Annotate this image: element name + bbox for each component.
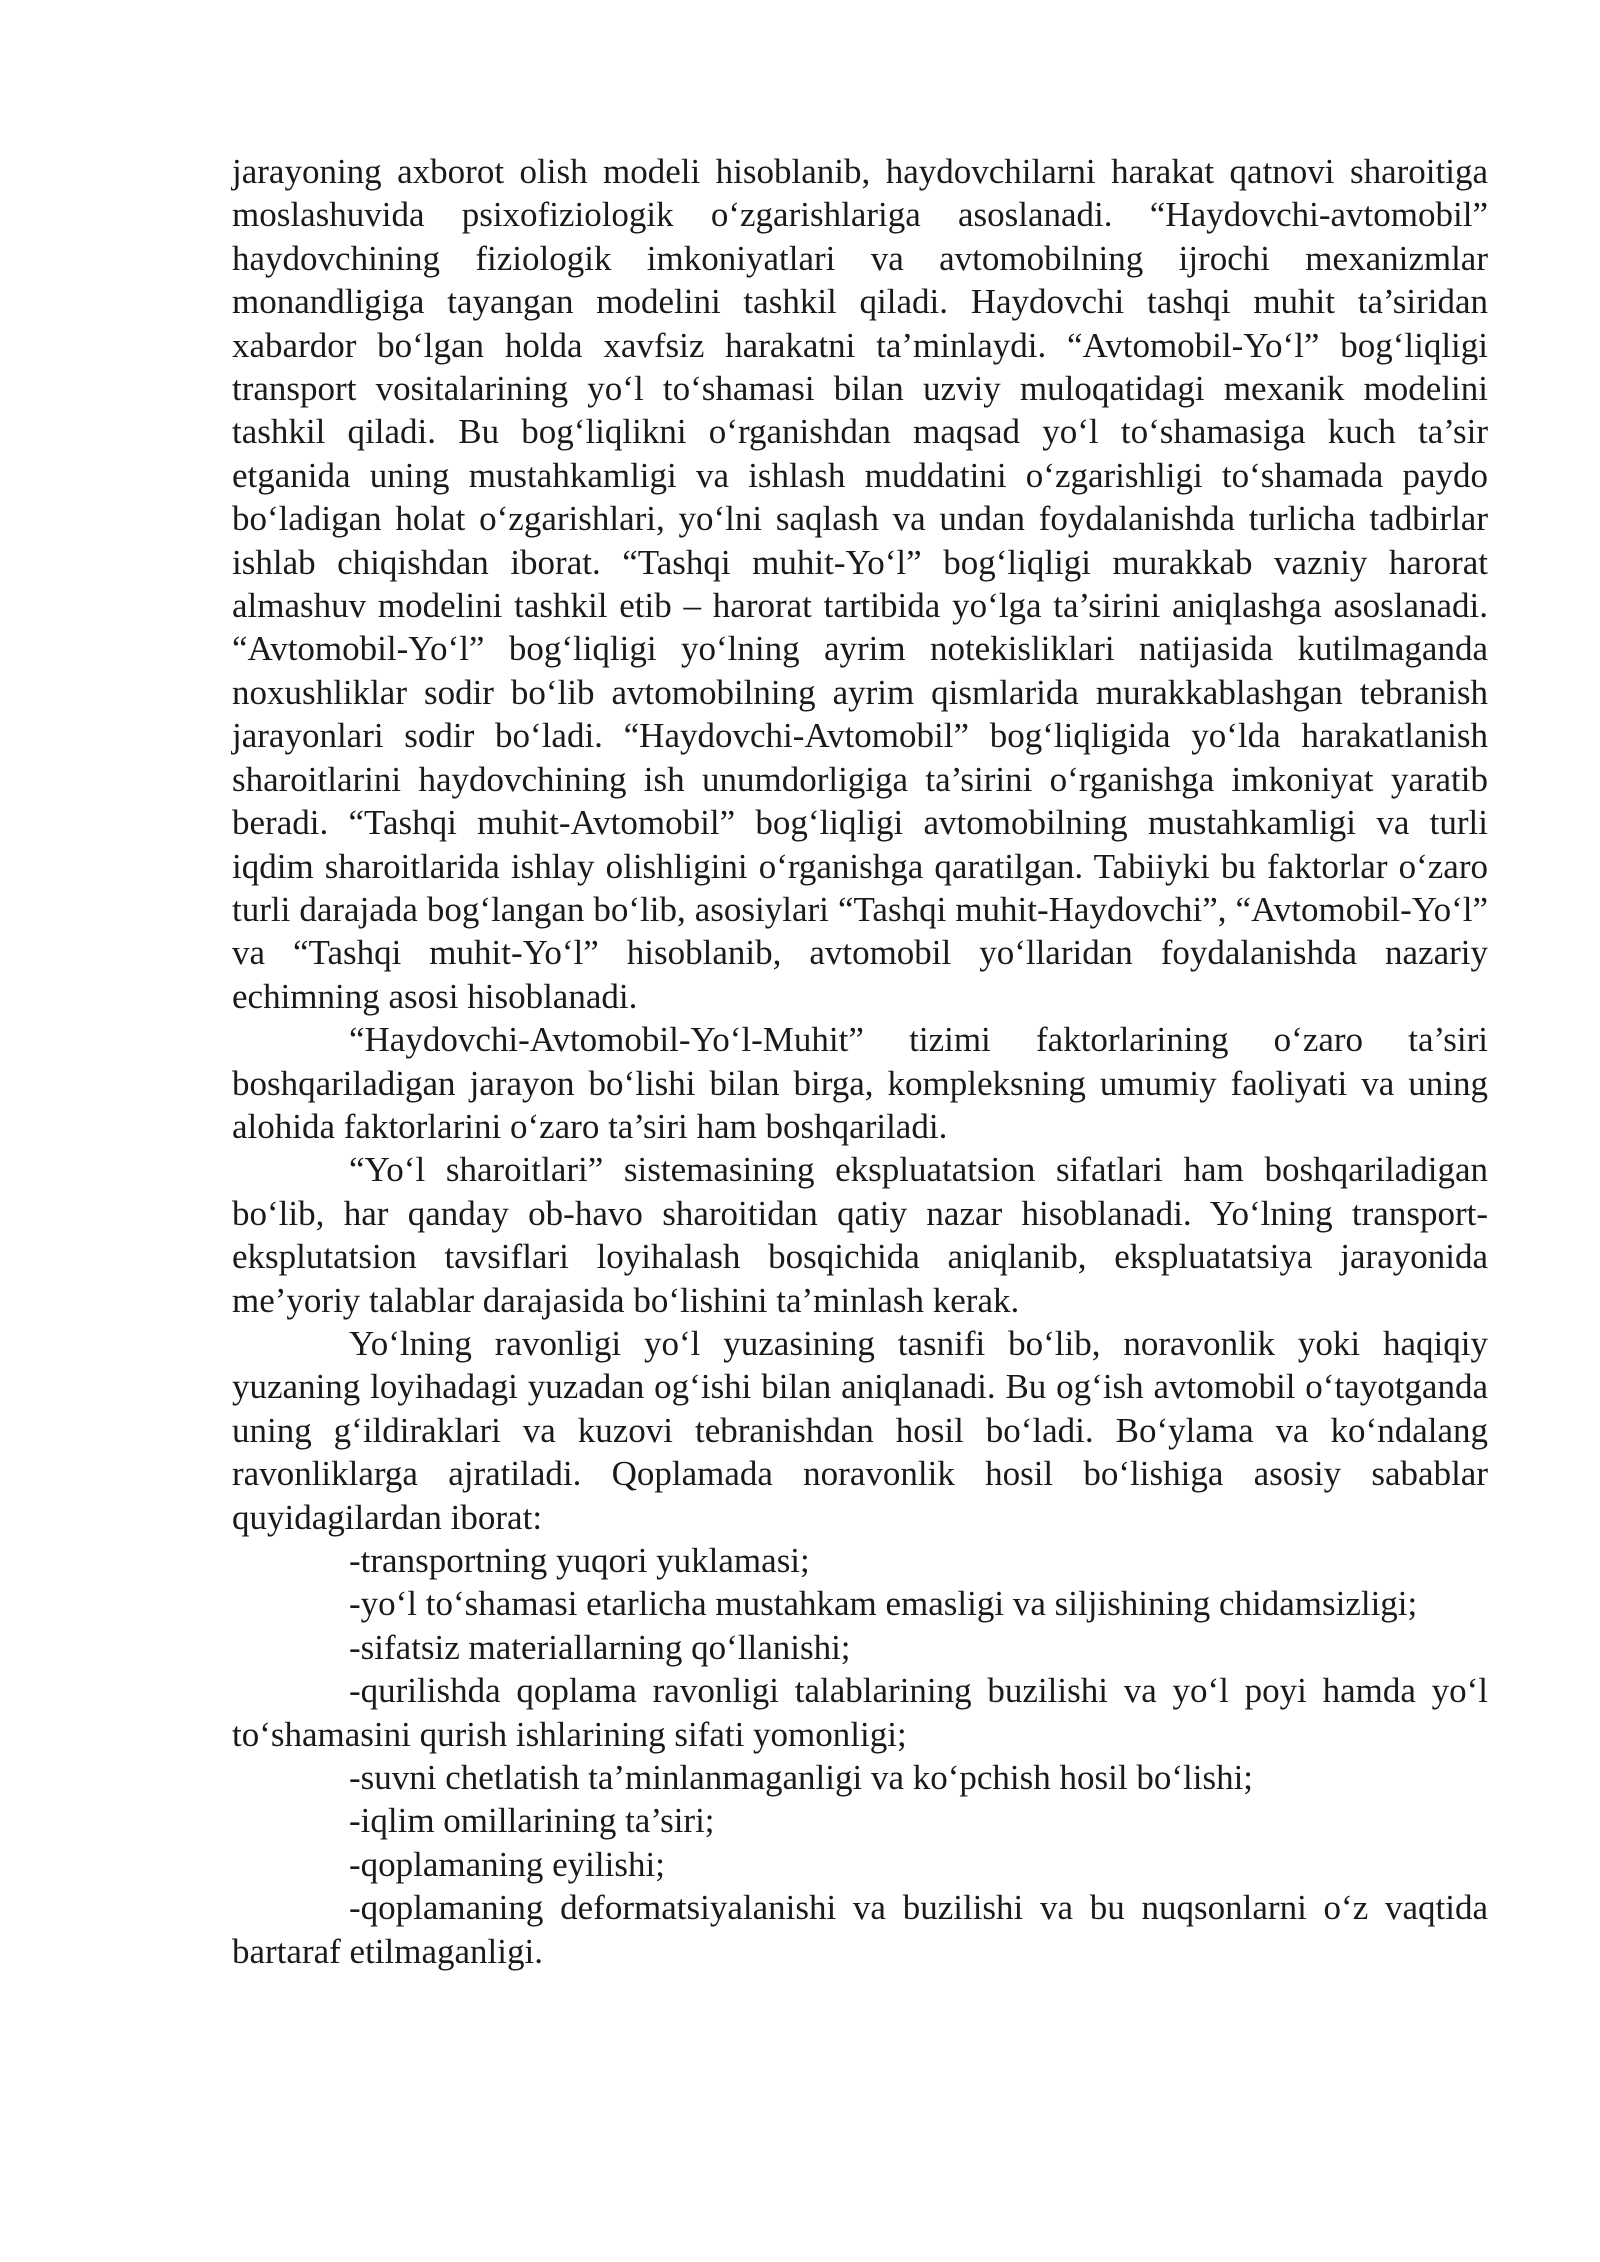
document-page — [232, 150, 1488, 1973]
list-item: -qoplamaning deformatsiyalanishi va buzilishi va bu nuqsonlarni o‘z vaqtida bartaraf etilmaganligi. — [232, 1888, 1488, 1971]
list-item: -yo‘l to‘shamasi etarlicha mustahkam emasligi va siljishining chidamsizligi; — [349, 1584, 1418, 1624]
list-item: -qurilishda qoplama ravonligi talablarining buzilishi va yo‘l poyi hamda yo‘l to‘shamasini qurish ishlarining sifati yomonligi; — [232, 1671, 1488, 1754]
list-item: -transportning yuqori yuklamasi; — [349, 1541, 810, 1580]
paragraph-intro: jarayoning axborot olish modeli hisoblanib, haydovchilarni harakat qatnovi sharoitiga moslashuvida psixofiziologik o‘zgarishlariga asoslanadi. “Haydovchi-avtomobil” haydovchining fiziologik imkoniyatlari va avtomobilning ijrochi mexanizmlar monandligiga tayangan modelini tashkil qiladi. Haydovchi tashqi muhit ta’siridan xabardor bo‘lgan holda xavfsiz harakatni ta’minlaydi. “Avtomobil-Yo‘l” bog‘liqligi transport vositalarining yo‘l to‘shamasi bilan uzviy muloqatidagi mexanik modelini tashkil qiladi. Bu bog‘liqlikni o‘rganishdan maqsad yo‘l to‘shamasiga kuch ta’sir etganida uning mustahkamligi va ishlash muddatini o‘zgarishligi to‘shamada paydo bo‘ladigan holat o‘zgarishlari, yo‘lni saqlash va undan foydalanishda turlicha tadbirlar ishlab chiqishdan iborat. “Tashqi muhit-Yo‘l” bog‘liqligi murakkab vazniy harorat almashuv modelini tashkil etib – harorat tartibida yo‘lga ta’sirini aniqlashga asoslanadi. “Avtomobil-Yo‘l” bog‘liqligi yo‘lning ayrim notekisliklari natijasida kutilmaganda noxushliklar sodir bo‘lib avtomobilning ayrim qismlarida murakkablashgan tebranish jarayonlari sodir bo‘ladi. “Haydovchi-Avtomobil” bog‘liqligida yo‘lda harakatlanish sharoitlarini haydovchining ish unumdorligiga ta’sirini o‘rganishga imkoniyat yaratib beradi. “Tashqi muhit-Avtomobil” bog‘liqligi avtomobilning mustahkamligi va turli iqdim sharoitlarida ishlay olishligini o‘rganishga qaratilgan. Tabiiyki bu faktorlar o‘zaro turli darajada bog‘langan bo‘lib, asosiylari “Tashqi muhit-Haydovchi”, “Avtomobil-Yo‘l” va “Tashqi muhit-Yo‘l” hisoblanib, avtomobil yo‘llaridan foydalanishda nazariy echimning asosi hisoblanadi. — [232, 152, 1488, 1016]
paragraph-road-smoothness: Yo‘lning ravonligi yo‘l yuzasining tasnifi bo‘lib, noravonlik yoki haqiqiy yuzaning loyihadagi yuzadan og‘ishi bilan aniqlanadi. Bu og‘ish avtomobil o‘tayotganda uning g‘ildiraklari va kuzovi tebranishdan hosil bo‘ladi. Bo‘ylama va ko‘ndalang ravonliklarga ajratiladi. Qoplamada noravonlik hosil bo‘lishiga asosiy sabablar quyidagilardan iborat: — [232, 1323, 1488, 1537]
paragraph-system-factors: “Haydovchi-Avtomobil-Yo‘l-Muhit” tizimi faktorlarining o‘zaro ta’siri boshqariladigan jarayon bo‘lishi bilan birga, kompleksning umumiy faoliyati va uning alohida faktorlarini o‘zaro ta’siri ham boshqariladi. — [232, 1020, 1488, 1146]
list-item: -sifatsiz materiallarning qo‘llanishi; — [349, 1627, 851, 1667]
list-item: -suvni chetlatish ta’minlanmaganligi va ko‘pchish hosil bo‘lishi; — [349, 1758, 1254, 1798]
paragraph-road-conditions: “Yo‘l sharoitlari” sistemasining ekspluatatsion sifatlari ham boshqariladigan bo‘lib, har qanday ob-havo sharoitidan qatiy nazar hisoblanadi. Yo‘lning transport-eksplutatsion tavsiflari loyihalash bosqichida aniqlanib, ekspluatatsiya jarayonida me’yoriy talablar darajasida bo‘lishini ta’minlash kerak. — [232, 1150, 1488, 1320]
list-item: -qoplamaning eyilishi; — [349, 1844, 665, 1884]
list-item: -iqlim omillarining ta’siri; — [349, 1801, 715, 1841]
